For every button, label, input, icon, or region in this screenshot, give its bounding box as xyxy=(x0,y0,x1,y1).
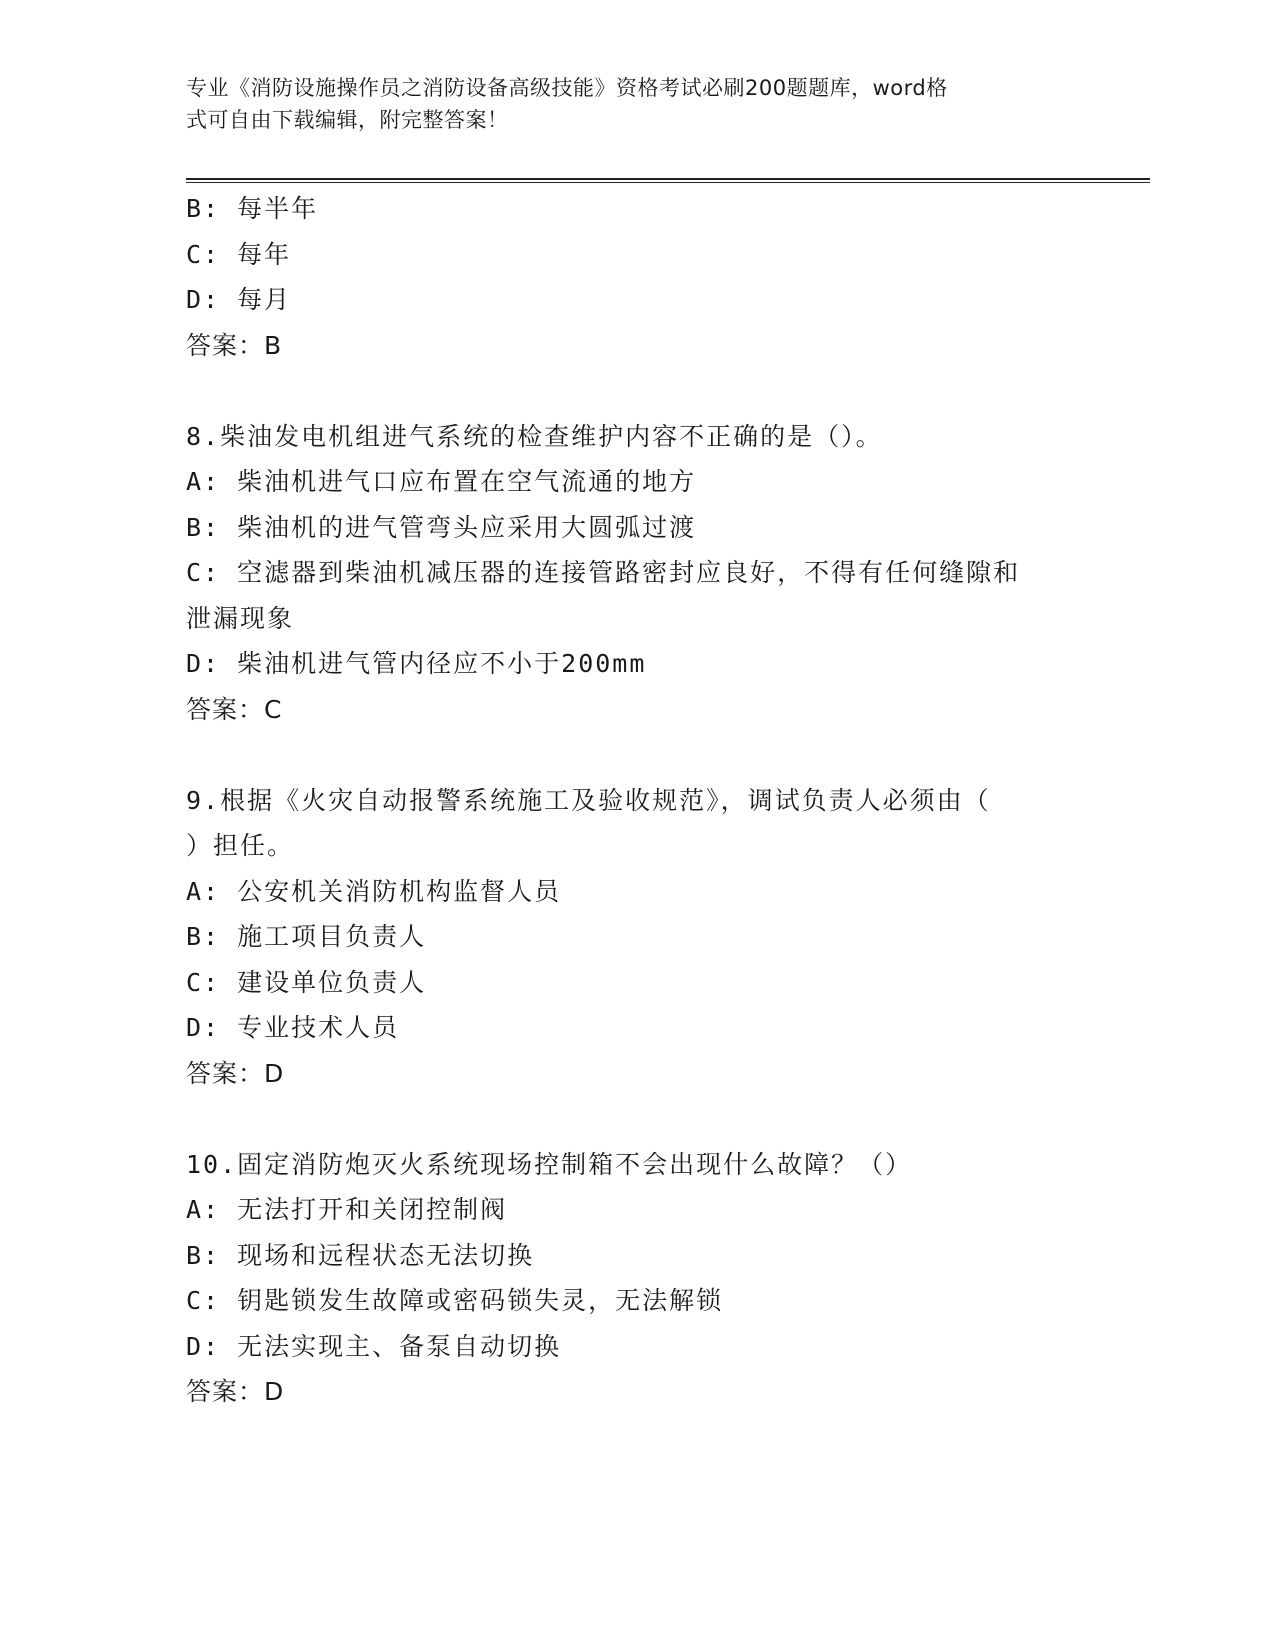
question-9 xyxy=(186,778,1086,1097)
header-rule-thick xyxy=(186,178,1150,180)
option-a: A: 柴油机进气口应布置在空气流通的地方 xyxy=(186,467,697,496)
previous-question-block xyxy=(186,186,1086,368)
option-d: D: 无法实现主、备泵自动切换 xyxy=(186,1331,562,1361)
question-10 xyxy=(186,1142,1086,1415)
header-rule-thin xyxy=(186,182,1150,183)
header-line-2: 式可自由下载编辑，附完整答案！ xyxy=(186,108,509,132)
header-line-1: 专业《消防设施操作员之消防设备高级技能》资格考试必刷200题题库，word格 xyxy=(186,76,948,100)
option-c: C: 空滤器到柴油机减压器的连接管路密封应良好，不得有任何缝隙和 xyxy=(186,558,1021,587)
option-c: C: 钥匙锁发生故障或密码锁失灵，无法解锁 xyxy=(186,1286,724,1315)
question-8 xyxy=(186,414,1086,733)
answer: 答案：C xyxy=(186,694,283,724)
question-stem-continued: ）担任。 xyxy=(186,831,295,860)
option-a: A: 无法打开和关闭控制阀 xyxy=(186,1195,508,1224)
option-c: C: 每年 xyxy=(186,239,292,269)
answer: 答案：D xyxy=(186,1377,285,1406)
option-d: D: 专业技术人员 xyxy=(186,1013,400,1042)
answer: 答案：D xyxy=(186,1058,285,1088)
answer: 答案：B xyxy=(186,330,283,360)
option-b: B: 施工项目负责人 xyxy=(186,922,427,951)
option-a: A: 公安机关消防机构监督人员 xyxy=(186,876,562,906)
question-content xyxy=(186,186,1086,1415)
option-c: C: 建设单位负责人 xyxy=(186,967,427,997)
document-header xyxy=(186,72,1066,136)
option-b: B: 柴油机的进气管弯头应采用大圆弧过渡 xyxy=(186,512,697,542)
option-c-continued: 泄漏现象 xyxy=(186,603,295,633)
question-stem: 10.固定消防炮灭火系统现场控制箱不会出现什么故障？（） xyxy=(186,1149,913,1179)
option-b: B: 每半年 xyxy=(186,194,319,223)
question-stem: 8.柴油发电机组进气系统的检查维护内容不正确的是（）。 xyxy=(186,421,883,451)
question-stem: 9.根据《火灾自动报警系统施工及验收规范》，调试负责人必须由（ xyxy=(186,785,991,815)
option-b: B: 现场和远程状态无法切换 xyxy=(186,1240,535,1270)
option-d: D: 柴油机进气管内径应不小于200mm xyxy=(186,649,647,678)
option-d: D: 每月 xyxy=(186,285,292,314)
